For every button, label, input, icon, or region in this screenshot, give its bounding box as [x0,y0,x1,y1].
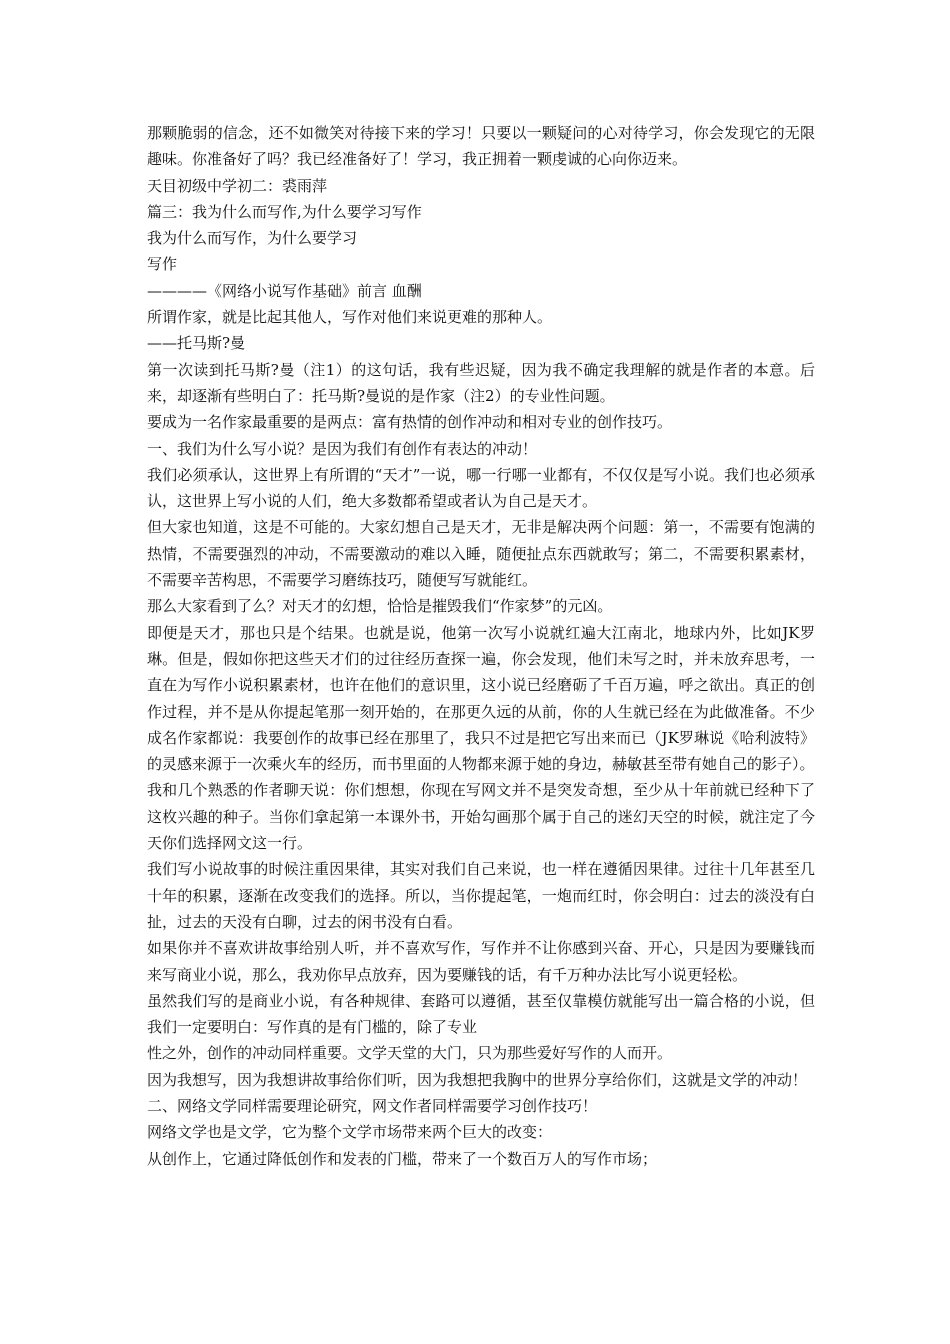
quote-attribution: ——托马斯?曼 [147,334,246,353]
paragraph: 那么大家看到了么？对天才的幻想，恰恰是摧毁我们“作家梦”的元凶。 [147,597,613,616]
paragraph: 但大家也知道，这是不可能的。大家幻想自己是天才，无非是解决两个问题：第一，不需要有饱满的热情，不需要强烈的冲动，不需要激动的难以入睡，随便扯点东西就敢写；第二，不需要积累素材，不需要辛苦构思，不需要学习磨练技巧，随便写写就能红。 [147,518,815,590]
author-line: 天目初级中学初二：裘雨萍 [147,176,328,195]
paragraph: 要成为一名作家最重要的是两点：富有热情的创作冲动和相对专业的创作技巧。 [147,413,673,432]
paragraph: 我为什么而写作，为什么要学习 [147,229,358,248]
paragraph: 即便是天才，那也只是个结果。也就是说，他第一次写小说就红遍大江南北，地球内外，比如JK罗琳。但是，假如你把这些天才们的过往经历查探一遍，你会发现，他们未写之时，并未放弃思考，一直在为写作小说积累素材，也许在他们的意识里，这小说已经磨砺了千百万遍，呼之欲出。真正的创作过程，并不是从你提起笔那一刻开始的，在那更久远的从前，你的人生就已经在为此做准备。不少成名作家都说：我要创作的故事已经在那里了，我只不过是把它写出来而已（JK罗琳说《哈利波特》的灵感来源于一次乘火车的经历，而书里面的人物都来源于她的身边，赫敏甚至带有她自己的影子）。 [147,623,815,774]
paragraph: 我们写小说故事的时候注重因果律，其实对我们自己来说，也一样在遵循因果律。过往十几年甚至几十年的积累，逐渐在改变我们的选择。所以，当你提起笔，一炮而红时，你会明白：过去的淡没有白扯，过去的天没有白聊，过去的闲书没有白看。 [147,860,815,931]
paragraph: 网络文学也是文学，它为整个文学市场带来两个巨大的改变： [147,1123,553,1142]
paragraph: 虽然我们写的是商业小说，有各种规律、套路可以遵循，甚至仅靠模仿就能写出一篇合格的小说，但我们一定要明白：写作真的是有门槛的，除了专业 [147,991,815,1037]
paragraph: 那颗脆弱的信念，还不如微笑对待接下来的学习！只要以一颗疑问的心对待学习，你会发现它的无限趣味。你准备好了吗？我已经准备好了！学习，我正拥着一颗虔诚的心向你迈来。 [147,124,815,169]
paragraph: 写作 [147,255,178,274]
heading-1: 一、我们为什么写小说？是因为我们有创作有表达的冲动！ [147,439,538,458]
paragraph: 第一次读到托马斯?曼（注1）的这句话，我有些迟疑，因为我不确定我理解的就是作者的本意。后来，却逐渐有些明白了：托马斯?曼说的是作家（注2）的专业性问题。 [147,360,815,405]
paragraph: 我们必须承认，这世界上有所谓的“天才”一说，哪一行哪一业都有，不仅仅是写小说。我们也必须承认，这世界上写小说的人们，绝大多数都希望或者认为自己是天才。 [147,465,815,511]
heading-2: 二、网络文学同样需要理论研究，网文作者同样需要学习创作技巧！ [147,1096,598,1115]
paragraph: 从创作上，它通过降低创作和发表的门槛，带来了一个数百万人的写作市场； [147,1149,658,1168]
paragraph: 因为我想写，因为我想讲故事给你们听，因为我想把我胸中的世界分享给你们，这就是文学的冲动！ [147,1070,808,1089]
quote: 所谓作家，就是比起其他人，写作对他们来说更难的那种人。 [147,308,553,327]
paragraph: 我和几个熟悉的作者聊天说：你们想想，你现在写网文并不是突发奇想，至少从十年前就已经种下了这枚兴趣的种子。当你们拿起第一本课外书，开始勾画那个属于自己的迷幻天空的时候，就注定了今天你们选择网文这一行。 [147,781,815,853]
document-page [147,120,815,1172]
section-title: 篇三：我为什么而写作,为什么要学习写作 [147,202,422,221]
paragraph: 如果你并不喜欢讲故事给别人听，并不喜欢写作，写作并不让你感到兴奋、开心，只是因为要赚钱而来写商业小说，那么，我劝你早点放弃，因为要赚钱的话，有千万种办法比写小说更轻松。 [147,939,815,984]
paragraph: ————《网络小说写作基础》前言 血酬 [147,281,422,300]
paragraph: 性之外，创作的冲动同样重要。文学天堂的大门，只为那些爱好写作的人而开。 [147,1044,673,1063]
